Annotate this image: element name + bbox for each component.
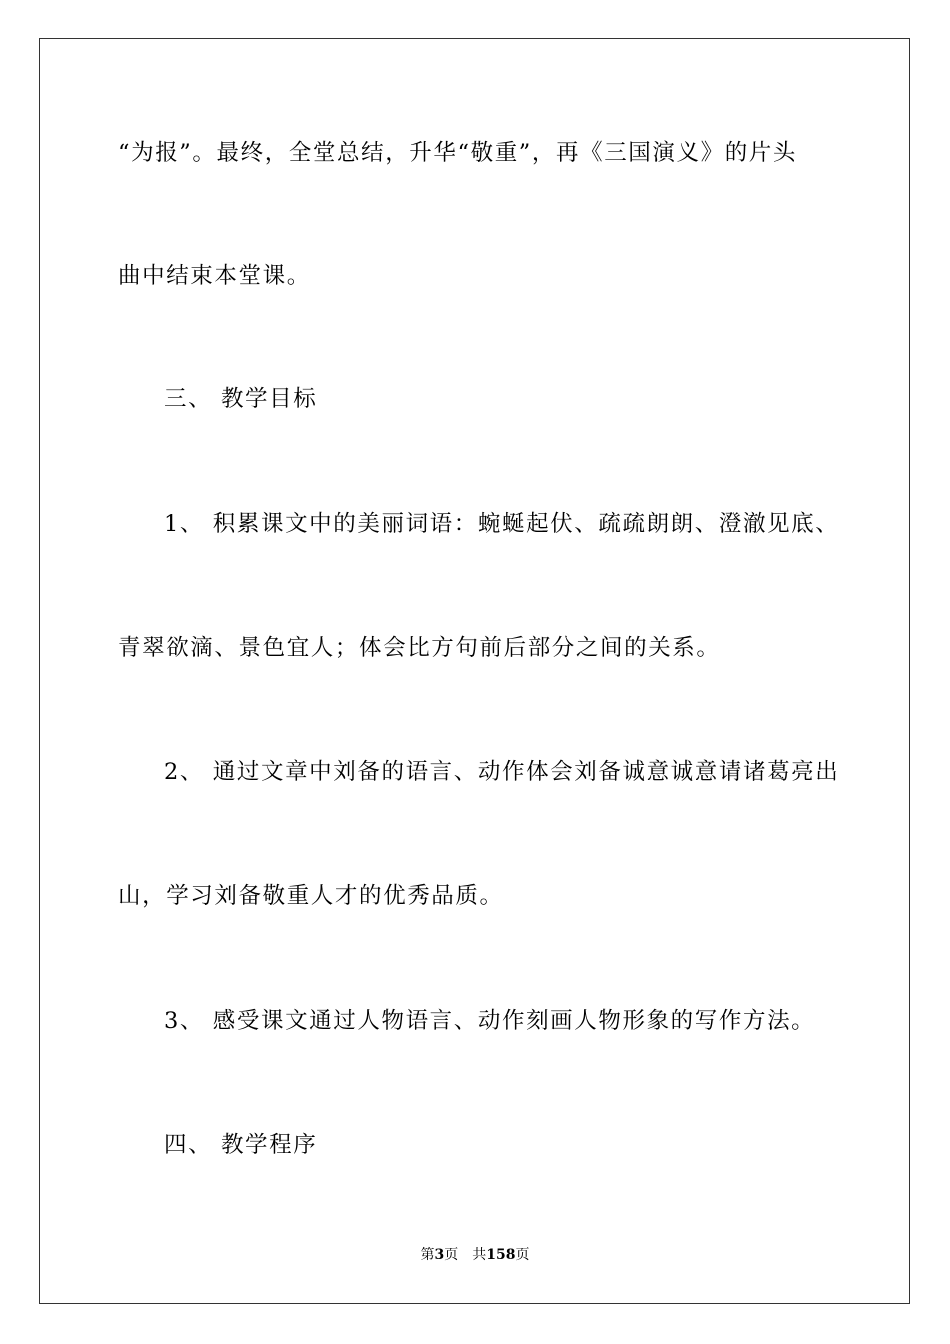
footer-page-prefix: 第 [420, 1247, 435, 1263]
objective-2-line-1: 2、 通过文章中刘备的语言、动作体会刘备诚意诚意请诸葛亮出 [164, 759, 840, 785]
body-line-1: “为报”。最终，全堂总结，升华“敬重”，再《三国演义》的片头 [118, 140, 798, 166]
footer-page-number: 3 [434, 1247, 445, 1263]
body-line-2: 曲中结束本堂课。 [118, 263, 311, 289]
section-heading-procedure: 四、 教学程序 [164, 1132, 318, 1158]
footer-page-suffix: 页 [444, 1247, 459, 1263]
page-footer [0, 1245, 950, 1265]
objective-1-line-1: 1、 积累课文中的美丽词语：蜿蜒起伏、疏疏朗朗、澄澈见底、 [164, 511, 840, 537]
section-heading-objectives: 三、 教学目标 [164, 386, 318, 412]
footer-total-suffix: 页 [515, 1247, 530, 1263]
objective-1-line-2: 青翠欲滴、景色宜人；体会比方句前后部分之间的关系。 [118, 635, 721, 661]
objective-2-line-2: 山，学习刘备敬重人才的优秀品质。 [118, 883, 504, 909]
footer-total-number: 158 [486, 1247, 516, 1263]
footer-total-prefix: 共 [472, 1247, 487, 1263]
page-border [39, 38, 910, 1304]
objective-3: 3、 感受课文通过人物语言、动作刻画人物形象的写作方法。 [164, 1008, 816, 1034]
